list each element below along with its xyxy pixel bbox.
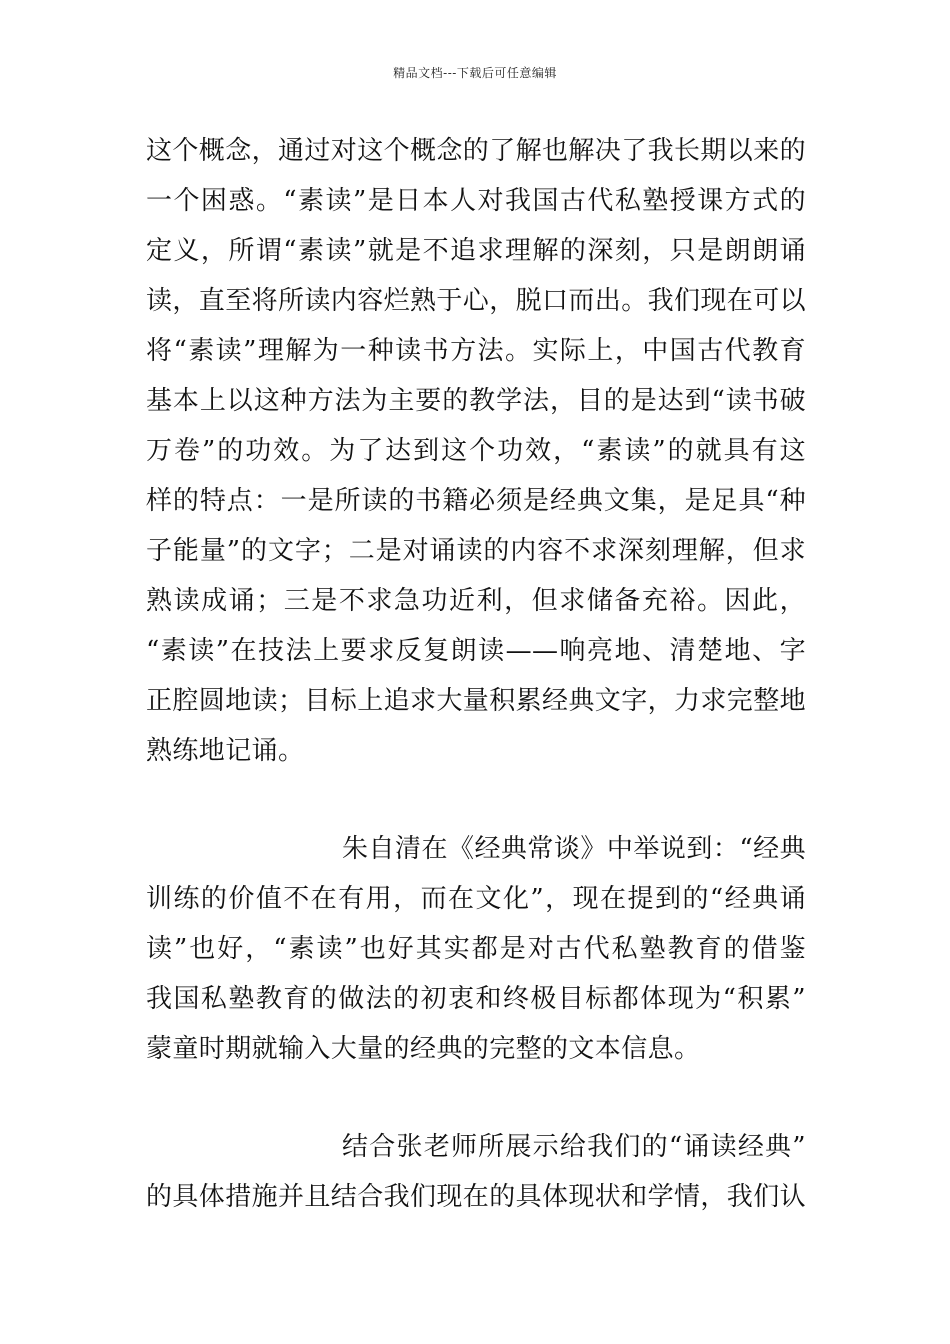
- text-line: 朱自清在《经典常谈》中举说到：“经典: [342, 834, 806, 864]
- text-line: 结合张老师所展示给我们的“诵读经典”: [342, 1132, 806, 1162]
- text-line: 正腔圆地读；目标上追求大量积累经典文字，力求完整地: [146, 686, 807, 716]
- text-line: “素读”在技法上要求反复朗读——响亮地、清楚地、字: [146, 636, 806, 666]
- text-line: 样的特点：一是所读的书籍必须是经典文集，是足具“种: [146, 486, 806, 516]
- text-line: 蒙童时期就输入大量的经典的完整的文本信息。: [146, 1034, 701, 1064]
- text-line: 我国私塾教育的做法的初衷和终极目标都体现为“积累”: [146, 984, 806, 1014]
- text-line: 将“素读”理解为一种读书方法。实际上，中国古代教育: [146, 336, 806, 366]
- text-line: 基本上以这种方法为主要的教学法，目的是达到“读书破: [146, 386, 806, 416]
- text-line: 一个困惑。“素读”是日本人对我国古代私塾授课方式的: [146, 186, 806, 216]
- paragraph-3: [146, 1122, 806, 1222]
- page-header: 精品文档---下载后可任意编辑: [393, 66, 557, 80]
- text-line: 读”也好，“素读”也好其实都是对古代私塾教育的借鉴: [146, 934, 806, 964]
- paragraph-1: [146, 126, 806, 776]
- paragraph-2: [146, 824, 806, 1074]
- text-line: 训练的价值不在有用，而在文化”，现在提到的“经典诵: [146, 884, 806, 914]
- text-line: 定义，所谓“素读”就是不追求理解的深刻，只是朗朗诵: [146, 236, 806, 266]
- text-line: 的具体措施并且结合我们现在的具体现状和学情，我们认: [146, 1182, 807, 1212]
- text-line: 读，直至将所读内容烂熟于心，脱口而出。我们现在可以: [146, 286, 807, 316]
- text-line: 熟练地记诵。: [146, 736, 305, 766]
- text-line: 万卷”的功效。为了达到这个功效，“素读”的就具有这: [146, 436, 806, 466]
- text-line: 这个概念，通过对这个概念的了解也解决了我长期以来的: [146, 136, 807, 166]
- text-line: 子能量”的文字；二是对诵读的内容不求深刻理解，但求: [146, 536, 806, 566]
- text-line: 熟读成诵；三是不求急功近利，但求储备充裕。因此，: [146, 586, 806, 616]
